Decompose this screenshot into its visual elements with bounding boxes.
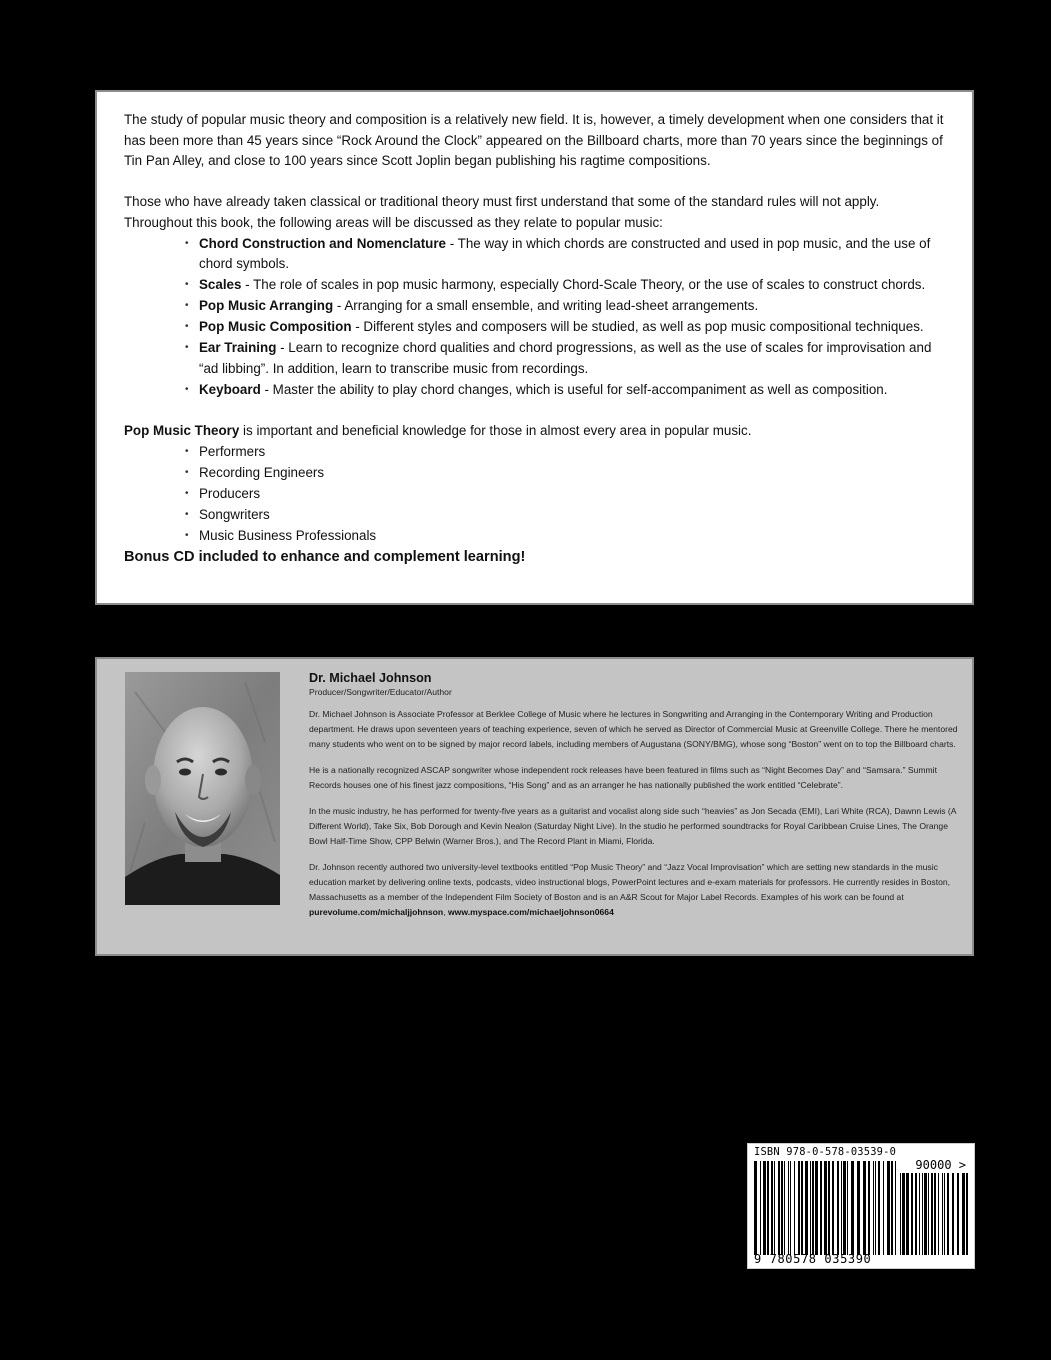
price-code: 90000 > [915, 1158, 966, 1172]
barcode-bar [828, 1161, 830, 1255]
barcode-bar [947, 1173, 949, 1255]
barcode-bar [966, 1173, 968, 1255]
barcode-bar [875, 1161, 876, 1255]
barcode-bar [851, 1161, 854, 1255]
barcode-bar [922, 1173, 923, 1255]
addon-bars [900, 1173, 968, 1255]
lead-paragraph: Those who have already taken classical or traditional theory must first understand that some of the standard rules will not apply. Throughout this book, the following areas will be discussed as they relate to popular music: [124, 194, 880, 230]
barcode-bar [942, 1173, 943, 1255]
barcode-bar [934, 1173, 936, 1255]
barcode-bar [847, 1161, 848, 1255]
isbn-text: ISBN 978-0-578-03539-0 [754, 1146, 897, 1158]
barcode-bar [891, 1161, 893, 1255]
barcode-bar [962, 1173, 965, 1255]
barcode-bar [931, 1173, 933, 1255]
audience-item: • Performers [185, 442, 944, 463]
bio-paragraph: Dr. Johnson recently authored two university-level textbooks entitled “Pop Music Theory” and “Jazz Vocal Improvisation” which are setting new standards in the music education market by delivering online texts, podcasts, video instructional blogs, PowerPoint lectures and e-exam materials for professors. He currently resides in Boston, Massachusetts as a member of the Independent Film Society of Boston and is an A&R Scout for Major Label Records. Examples of his work can be found at purevolume.com/michaljjohnson, www.myspace.com/michaeljohnson0664 [309, 862, 951, 917]
author-bio-text [309, 670, 961, 931]
barcode-bar [857, 1161, 860, 1255]
topic-item: • Pop Music Arranging - Arranging for a small ensemble, and writing lead-sheet arrangements. [185, 296, 944, 317]
barcode-bar [843, 1161, 846, 1255]
barcode-bar [801, 1161, 803, 1255]
bonus-cd-note: Bonus CD included to enhance and complement learning! [124, 548, 526, 565]
bio-paragraph: He is a nationally recognized ASCAP songwriter whose independent rock releases have been featured in films such as “Night Becomes Day” and “Samsara.” Summit Records houses one of his finest jazz compositions, “His Song” and as an arranger he has nationally published the work entitled “Celebrate”. [309, 765, 937, 790]
barcode-bar [938, 1173, 939, 1255]
author-role: Producer/Songwriter/Educator/Author [309, 687, 452, 697]
audience-list [185, 442, 944, 547]
barcode-bar [784, 1161, 785, 1255]
barcode-bar [919, 1173, 920, 1255]
barcode-bar [805, 1161, 808, 1255]
barcode-bar [767, 1161, 769, 1255]
barcode-bar [878, 1161, 880, 1255]
audience-item: • Producers [185, 484, 944, 505]
barcode-bar [820, 1161, 822, 1255]
barcode-bar [944, 1173, 945, 1255]
barcode-bar [778, 1161, 780, 1255]
description-panel [95, 90, 974, 605]
barcode-bar [798, 1161, 800, 1255]
barcode-bar [887, 1161, 890, 1255]
barcode-bar [790, 1161, 791, 1255]
barcode-bar [924, 1173, 927, 1255]
purevolume-link[interactable]: purevolume.com/michaljjohnson [309, 907, 444, 917]
barcode-bar [863, 1161, 866, 1255]
barcode-bar [771, 1161, 773, 1255]
topics-list [185, 234, 944, 401]
barcode-bar [760, 1161, 761, 1255]
audience-item: • Recording Engineers [185, 463, 944, 484]
barcode-bar [873, 1161, 874, 1255]
barcode-bar [815, 1161, 818, 1255]
barcode-bar [837, 1161, 839, 1255]
barcode-bar [788, 1161, 789, 1255]
barcode-bar [957, 1173, 959, 1255]
barcode-bar [868, 1161, 870, 1255]
author-name: Dr. Michael Johnson [309, 671, 432, 685]
topic-item: • Scales - The role of scales in pop music harmony, especially Chord-Scale Theory, or the use of scales to construct chords. [185, 275, 944, 296]
topic-item: • Ear Training - Learn to recognize chord qualities and chord progressions, as well as the use of scales for improvisation and “ad libbing”. In addition, learn to transcribe music from recordings. [185, 338, 944, 379]
barcode-bar [906, 1173, 909, 1255]
myspace-link[interactable]: www.myspace.com/michaeljohnson0664 [447, 907, 614, 917]
barcode-bar [841, 1161, 842, 1255]
barcode-bar [812, 1161, 814, 1255]
barcode-bar [754, 1161, 757, 1255]
ean-bars [754, 1161, 896, 1255]
topic-item: • Chord Construction and Nomenclature - The way in which chords are constructed and used in pop music, and the use of chord symbols. [185, 234, 944, 275]
barcode-bar [774, 1161, 775, 1255]
author-portrait [125, 672, 280, 905]
topic-item: • Keyboard - Master the ability to play chord changes, which is useful for self-accompaniment as well as composition. [185, 380, 944, 401]
barcode-bar [810, 1161, 811, 1255]
barcode-bar [952, 1173, 954, 1255]
audience-item: • Songwriters [185, 505, 944, 526]
barcode-bar [781, 1161, 783, 1255]
barcode-bar [902, 1173, 905, 1255]
audience-paragraph: Pop Music Theory is important and beneficial knowledge for those in almost every area in popular music. [124, 423, 752, 439]
barcode-bar [900, 1173, 901, 1255]
bio-paragraph: Dr. Michael Johnson is Associate Professor at Berklee College of Music where he lectures in Songwriting and Arranging in the Contemporary Writing and Production department. He draws upon seventeen years of teaching experience, seven of which he served as Director of Commercial Music at Greenville College. There he mentored many students who went on to be signed by major record labels, including members of Augustana (SONY/BMG), whose song “Boston” went on to top the Billboard charts. [309, 709, 958, 749]
barcode-bar [883, 1161, 884, 1255]
barcode-bar [915, 1173, 917, 1255]
audience-item: • Music Business Professionals [185, 526, 944, 547]
isbn-barcode [747, 1143, 975, 1269]
barcode-bar [895, 1161, 896, 1255]
barcode-bar [832, 1161, 834, 1255]
bio-paragraph: In the music industry, he has performed for twenty-five years as a guitarist and vocalist along side such “heavies” as Jon Secada (EMI), Lari White (RCA), Dawnn Lewis (A Different World), Take Six, Bob Dorough and Kevin Nealon (Saturday Night Live). In the studio he performed soundtracks for Royal Caribbean Cruise Lines, The Orange Bowl Half-Time Show, CPP Belwin (Warner Bros.), and The Record Plant in Miami, Florida. [309, 806, 957, 846]
topic-item: • Pop Music Composition - Different styles and composers will be studied, as well as pop music compositional techniques. [185, 317, 944, 338]
barcode-bar [794, 1161, 795, 1255]
barcode-bar [928, 1173, 929, 1255]
author-photo [125, 672, 280, 905]
barcode-bar [763, 1161, 766, 1255]
author-bio-panel [95, 657, 974, 956]
barcode-bar [824, 1161, 827, 1255]
ean-digits: 9 780578 035390 [754, 1252, 872, 1266]
barcode-bar [911, 1173, 913, 1255]
intro-paragraph: The study of popular music theory and composition is a relatively new field. It is, however, a timely development when one considers that it has been more than 45 years since “Rock Around the Clock” appeared on the Billboard charts, more than 70 years since the beginnings of Tin Pan Alley, and close to 100 years since Scott Joplin began publishing his ragtime compositions. [124, 112, 944, 169]
